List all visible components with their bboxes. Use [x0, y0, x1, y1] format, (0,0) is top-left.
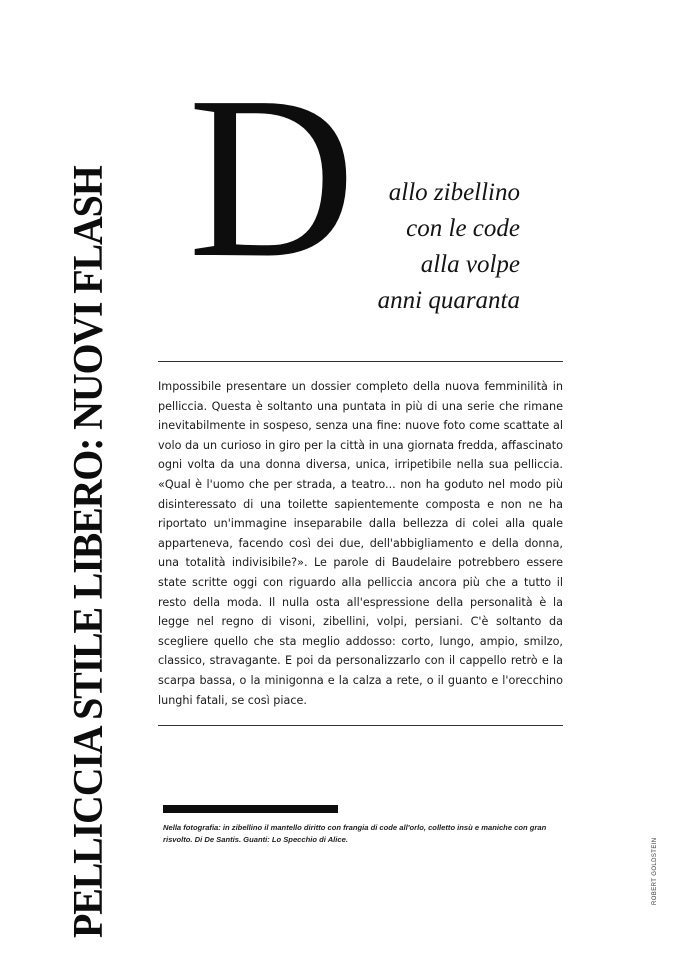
headline [300, 175, 520, 319]
drop-cap: D [188, 49, 352, 306]
side-title [66, 8, 112, 938]
bottom-divider [158, 725, 563, 726]
headline-line-2: con le code [406, 215, 520, 242]
headline-line-4: anni quaranta [377, 287, 520, 314]
headline-line-1: allo zibellino [388, 179, 520, 206]
photo-credit: ROBERT GOLDSTEIN [652, 837, 658, 905]
photo-caption: Nella fotografia: in zibellino il mantello diritto con frangia di code all'orlo, colletto insù e maniche con gran risvolto. Di De Santis. Guanti: Lo Specchio di Alice. [163, 823, 547, 844]
side-title-text: PELLICCIA STILE LIBERO: NUOVI FLASH [66, 166, 112, 938]
top-divider [158, 361, 563, 362]
body-paragraph: Impossibile presentare un dossier completo della nuova femminilità in pelliccia. Questa è soltanto una puntata in più di una serie che rimane inevitabilmente in sospeso, senza una fine: nuove foto come scattate al volo da un curioso in giro per la città in una giornata fredda, affascinato ogni volta da una donna diversa, unica, irripetibile nella sua pelliccia. «Qual è l'uomo che per strada, a teatro... non ha goduto nel modo più disinteressato di una toilette sapientemente composta e non ne ha riportato un'immagine inseparabile dalla bellezza di colei alla quale apparteneva, facendo così dei due, dell'abbigliamento e della donna, una totalità indivisibile?». Le parole di Baudelaire potrebbero essere state scritte oggi con riguardo alla pelliccia ancora più che a tutto il resto della moda. Il nulla osta all'espressione della personalità è la legge nel regno di visoni, zibellini, volpi, persiani. C'è soltanto da scegliere quello che sta meglio addosso: corto, lungo, ampio, smilzo, classico, stravagante. E poi da personalizzarlo con il cappello retrò e la scarpa bassa, o la minigonna e la calza a rete, o il guanto e l'orecchino lunghi fatali, se così piace. [158, 380, 563, 707]
caption-bar [163, 805, 338, 813]
headline-line-3: alla volpe [420, 251, 520, 278]
